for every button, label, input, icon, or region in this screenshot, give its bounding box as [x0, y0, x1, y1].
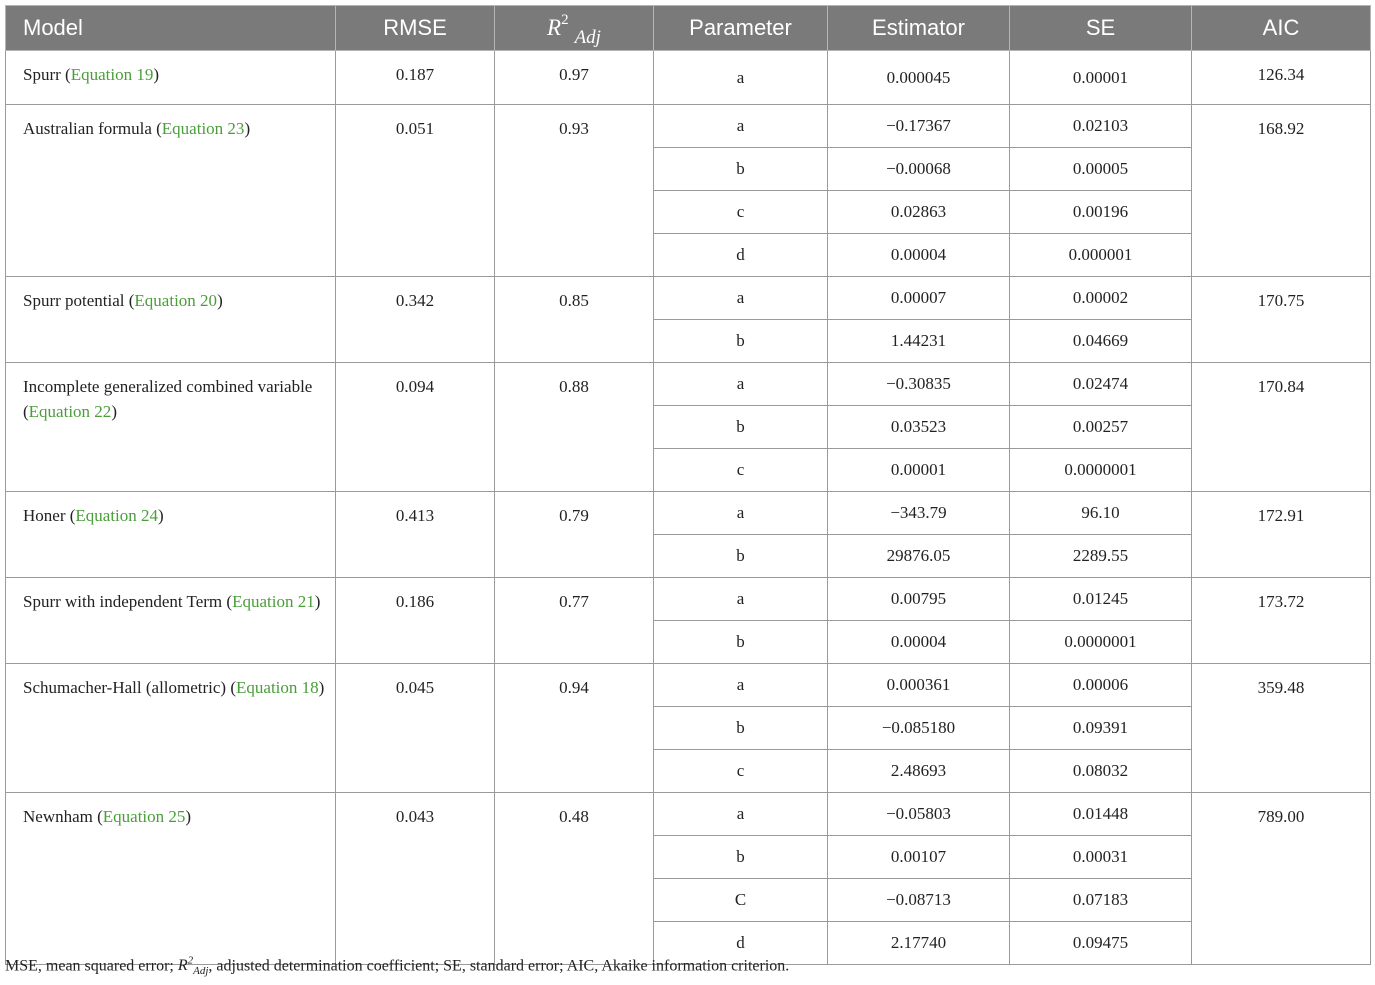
equation-link[interactable]: Equation 25	[102, 807, 186, 826]
estimator-cell: 0.00795	[828, 578, 1010, 621]
equation-link[interactable]: Equation 19	[70, 65, 154, 84]
table-row	[6, 51, 1371, 105]
se-cell: 0.00005	[1010, 148, 1192, 191]
rmse-cell: 0.094	[336, 363, 495, 492]
r2-adj-cell: 0.97	[495, 51, 654, 105]
rmse-cell: 0.186	[336, 578, 495, 664]
se-cell: 0.00257	[1010, 406, 1192, 449]
r2-adj-cell: 0.48	[495, 793, 654, 965]
parameter-cell: b	[654, 621, 828, 664]
estimator-cell: 2.48693	[828, 750, 1010, 793]
parameter-cell: b	[654, 406, 828, 449]
parameter-cell: d	[654, 234, 828, 277]
parameter-cell: a	[654, 105, 828, 148]
header-row	[6, 6, 1371, 51]
equation-link[interactable]: Equation 24	[75, 506, 159, 525]
header-model: Model	[6, 6, 336, 51]
parameter-cell: a	[654, 492, 828, 535]
aic-cell: 789.00	[1192, 793, 1371, 965]
parameter-cell: a	[654, 793, 828, 836]
model-name-close: )	[318, 678, 325, 697]
rmse-cell: 0.051	[336, 105, 495, 277]
equation-link[interactable]: Equation 22	[28, 402, 112, 421]
model-name-close: )	[314, 592, 321, 611]
model-name-cell	[6, 277, 336, 363]
estimator-cell: −0.085180	[828, 707, 1010, 750]
model-name: Spurr potential (	[23, 291, 135, 310]
parameter-cell: b	[654, 836, 828, 879]
model-name-cell	[6, 492, 336, 578]
model-name-close: )	[185, 807, 192, 826]
model-name-cell	[6, 664, 336, 793]
estimator-cell: 29876.05	[828, 535, 1010, 578]
equation-link[interactable]: Equation 20	[134, 291, 218, 310]
parameter-cell: c	[654, 750, 828, 793]
table-row	[6, 363, 1371, 406]
model-name: Schumacher-Hall (allometric) (	[23, 678, 237, 697]
rmse-cell: 0.043	[336, 793, 495, 965]
se-cell: 0.00001	[1010, 51, 1192, 105]
estimator-cell: 0.00004	[828, 234, 1010, 277]
model-name-close: )	[217, 291, 223, 310]
table-row	[6, 277, 1371, 320]
model-name-cell	[6, 578, 336, 664]
estimator-cell: 0.00004	[828, 621, 1010, 664]
aic-cell: 172.91	[1192, 492, 1371, 578]
estimator-cell: 2.17740	[828, 922, 1010, 965]
estimator-cell: −0.00068	[828, 148, 1010, 191]
aic-cell: 126.34	[1192, 51, 1371, 105]
se-cell: 0.04669	[1010, 320, 1192, 363]
parameter-cell: b	[654, 535, 828, 578]
estimator-cell: 0.02863	[828, 191, 1010, 234]
aic-cell: 168.92	[1192, 105, 1371, 277]
parameter-cell: c	[654, 191, 828, 234]
table-footnote: MSE, mean squared error; $R^2_{Adj}$, adjusted determination coefficient; SE, standard error; AIC, Akaike information criterion.	[5, 955, 790, 978]
header-aic: AIC	[1192, 6, 1371, 51]
estimator-cell: 0.00007	[828, 277, 1010, 320]
model-name: Newnham (	[23, 807, 103, 826]
se-cell: 0.01448	[1010, 793, 1192, 836]
se-cell: 2289.55	[1010, 535, 1192, 578]
table-row	[6, 105, 1371, 148]
model-name-close: )	[111, 402, 117, 421]
se-cell: 0.00006	[1010, 664, 1192, 707]
se-cell: 0.09391	[1010, 707, 1192, 750]
estimator-cell: −0.08713	[828, 879, 1010, 922]
results-table	[5, 5, 1371, 965]
estimator-cell: −0.05803	[828, 793, 1010, 836]
table-row	[6, 578, 1371, 621]
estimator-cell: 0.000045	[828, 51, 1010, 105]
model-name-cell	[6, 793, 336, 965]
se-cell: 0.01245	[1010, 578, 1192, 621]
r2-adj-cell: 0.93	[495, 105, 654, 277]
model-name: Australian formula (	[23, 119, 162, 138]
model-name-cell	[6, 105, 336, 277]
parameter-cell: a	[654, 277, 828, 320]
se-cell: 0.000001	[1010, 234, 1192, 277]
parameter-cell: b	[654, 148, 828, 191]
estimator-cell: 0.03523	[828, 406, 1010, 449]
model-name-close: )	[244, 119, 251, 138]
parameter-cell: a	[654, 578, 828, 621]
parameter-cell: a	[654, 51, 828, 105]
model-name: Spurr (	[23, 65, 71, 84]
model-name: Honer (	[23, 506, 76, 525]
model-name-close: )	[158, 506, 164, 525]
r2-adj-cell: 0.88	[495, 363, 654, 492]
table-row	[6, 793, 1371, 836]
header-estimator: Estimator	[828, 6, 1010, 51]
parameter-cell: C	[654, 879, 828, 922]
equation-link[interactable]: Equation 18	[236, 678, 319, 697]
model-name-close: )	[153, 65, 160, 84]
estimator-cell: 1.44231	[828, 320, 1010, 363]
se-cell: 0.00002	[1010, 277, 1192, 320]
se-cell: 0.08032	[1010, 750, 1192, 793]
se-cell: 0.0000001	[1010, 449, 1192, 492]
r2-adj-cell: 0.79	[495, 492, 654, 578]
estimator-cell: −0.30835	[828, 363, 1010, 406]
estimator-cell: 0.000361	[828, 664, 1010, 707]
model-name-cell	[6, 51, 336, 105]
aic-cell: 359.48	[1192, 664, 1371, 793]
parameter-cell: b	[654, 320, 828, 363]
se-cell: 0.09475	[1010, 922, 1192, 965]
table-row	[6, 492, 1371, 535]
parameter-cell: a	[654, 363, 828, 406]
rmse-cell: 0.413	[336, 492, 495, 578]
r2-adj-cell: 0.85	[495, 277, 654, 363]
r2-adj-cell: 0.77	[495, 578, 654, 664]
header-r2-adj: $R^2_{Adj}$	[495, 6, 654, 51]
equation-link[interactable]: Equation 23	[161, 119, 245, 138]
parameter-cell: b	[654, 707, 828, 750]
header-parameter: Parameter	[654, 6, 828, 51]
table-body	[6, 51, 1371, 965]
aic-cell: 170.84	[1192, 363, 1371, 492]
header-se: SE	[1010, 6, 1192, 51]
estimator-cell: −0.17367	[828, 105, 1010, 148]
rmse-cell: 0.342	[336, 277, 495, 363]
model-name-cell	[6, 363, 336, 492]
header-rmse: RMSE	[336, 6, 495, 51]
r2-adj-cell: 0.94	[495, 664, 654, 793]
se-cell: 96.10	[1010, 492, 1192, 535]
parameter-cell: a	[654, 664, 828, 707]
estimator-cell: −343.79	[828, 492, 1010, 535]
table-row	[6, 664, 1371, 707]
se-cell: 0.00196	[1010, 191, 1192, 234]
rmse-cell: 0.045	[336, 664, 495, 793]
model-name: Spurr with independent Term (	[23, 592, 233, 611]
se-cell: 0.00031	[1010, 836, 1192, 879]
parameter-cell: d	[654, 922, 828, 965]
se-cell: 0.0000001	[1010, 621, 1192, 664]
estimator-cell: 0.00107	[828, 836, 1010, 879]
aic-cell: 173.72	[1192, 578, 1371, 664]
se-cell: 0.02103	[1010, 105, 1192, 148]
rmse-cell: 0.187	[336, 51, 495, 105]
model-name: Incomplete generalized combined variable (	[23, 377, 313, 421]
se-cell: 0.02474	[1010, 363, 1192, 406]
parameter-cell: c	[654, 449, 828, 492]
aic-cell: 170.75	[1192, 277, 1371, 363]
equation-link[interactable]: Equation 21	[232, 592, 315, 611]
estimator-cell: 0.00001	[828, 449, 1010, 492]
se-cell: 0.07183	[1010, 879, 1192, 922]
